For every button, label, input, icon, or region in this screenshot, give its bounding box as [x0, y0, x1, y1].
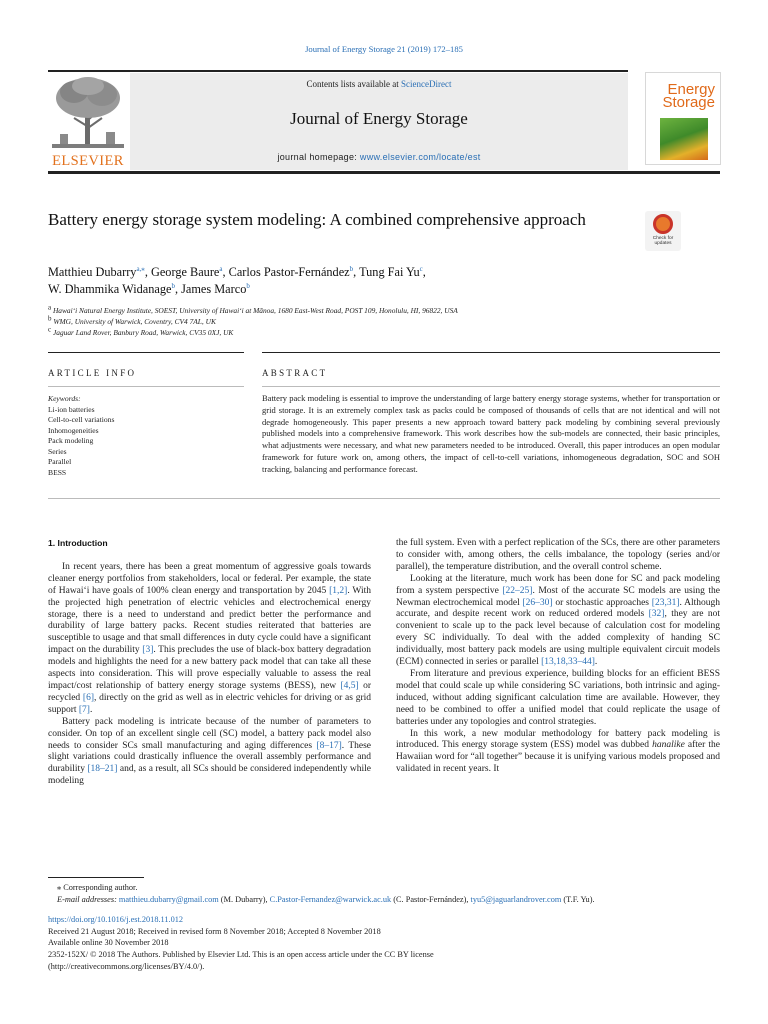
reference-link[interactable]: [7]	[78, 704, 90, 715]
reference-link[interactable]: [3]	[142, 645, 154, 656]
article-info-subrule	[48, 386, 244, 387]
corresponding-author-note: ⁎ Corresponding author.	[57, 883, 138, 892]
paragraph: the full system. Even with a perfect replication of the SCs, there are other parameters to consider with, among others, the cells imbalance, the topology (series and/or parallel), the temperature distribution, and the overall control scheme.	[396, 538, 720, 572]
article-info-rule	[48, 352, 244, 353]
reference-link[interactable]: [23,31]	[651, 597, 680, 608]
author[interactable]: George Baure$^a$	[150, 264, 223, 279]
author[interactable]: Matthieu Dubarry$^{a,⁎}$	[48, 264, 145, 279]
author[interactable]: James Marco$^b$	[181, 281, 250, 296]
contents-prefix: Contents lists available at	[306, 79, 401, 89]
footnote-rule	[48, 877, 144, 878]
affiliation: $^c$ Jaguar Land Rover, Banbury Road, Warwick, CV35 0XJ, UK	[48, 325, 234, 337]
cover-title	[662, 83, 715, 109]
header-rule-bottom	[48, 171, 720, 174]
affiliations	[48, 305, 668, 338]
paragraph: In this work, a new modular methodology for battery pack modeling is introduced. This energy storage system (ESS) model was dubbed hanalike after the Hawaiian word for “all together” because it is unifying various models proposed and validated in recent years. It	[396, 728, 720, 775]
author[interactable]: Carlos Pastor-Fernández$^b$	[228, 264, 354, 279]
paragraph: Battery pack modeling is intricate because of the number of parameters to consider. On top of an excellent single cell (SC) model, a battery pack model also needs to consider SCs small manufacturing and aging differences [8–17]. These slight variations could drastically influence the overall assembly performance and durability [18–21] and, as a result, all SCs should be considered independently while modeling	[48, 716, 371, 787]
reference-link[interactable]: [18–21]	[87, 764, 118, 775]
body-column-right	[396, 538, 720, 776]
reference-link[interactable]: [1,2]	[329, 585, 348, 596]
paragraph: From literature and previous experience, building blocks for an efficient BESS model that could scale up while considering SC variations, both intrinsic and aging-induced, without adding significant calculation time are available. However, they need to be combined to offer a unified model that could replicate the usage of batteries under any topologies and control strategies.	[396, 668, 720, 727]
contents-line	[130, 79, 628, 89]
affiliation: $^a$ Hawaiʻi Natural Energy Institute, SOEST, University of Hawaiʻi at Mānoa, 1680 East-West Road, POST 109, Honolulu, HI, 96822, USA	[48, 303, 458, 315]
abstract-rule	[262, 352, 720, 353]
footnotes	[48, 882, 720, 905]
author[interactable]: W. Dhammika Widanage$^b$	[48, 281, 175, 296]
reference-link[interactable]: [26–30]	[522, 597, 553, 608]
paragraph: Looking at the literature, much work has been done for SC and pack modeling from a system perspective [22–25]. Most of the accurate SC models are using the Newman electrochemical model [26–30] or stochastic approaches [23,31]. Although accurate, and despite recent work on reduced ordered models [32], they are not convenient to scale up to the pack level because of calculation cost for modeling every SC individually. To deal with the added complexity of handing SC individually, most battery pack models are using multiple equivalent circuit models (ECM) connected in series or parallel [13,18,33–44].	[396, 573, 721, 668]
abstract-subrule	[262, 386, 720, 387]
journal-citation-link[interactable]: Journal of Energy Storage 21 (2019) 172–185	[305, 44, 463, 54]
homepage-line	[130, 152, 628, 162]
keywords-label: Keywords:	[48, 394, 81, 403]
journal-masthead	[130, 73, 628, 170]
keyword: Inhomogeneities	[48, 425, 99, 435]
abstract-text: Battery pack modeling is essential to improve the understanding of large battery energy storage systems, whether for transportation or grid storage. It is an extremely complex task as packs could be composed of thousands of cells that are not identical and will not degrade homogeneously. This paper presents a new approach toward battery pack modeling by combining several previously published models into a comprehensive framework. This work describes how the sub-models are connected, their basic principles, what adjustments were necessary, and what new parameters needed to be introduced. Overall, this paper introduces an open modular framework for future work on, among others, the impact of cell-to-cell variations, inhomogeneous degradation, SOC and SOH tracking, balancing and performance forecast.	[262, 393, 720, 474]
article-info-heading: ARTICLE INFO	[48, 368, 137, 378]
header-rule-top	[48, 70, 628, 72]
email-link[interactable]: C.Pastor-Fernandez@warwick.ac.uk	[269, 894, 392, 904]
journal-cover-thumbnail[interactable]	[645, 72, 721, 165]
email-link[interactable]: matthieu.dubarry@gmail.com	[118, 894, 219, 904]
check-for-updates-badge[interactable]	[645, 211, 681, 251]
article-title: Battery energy storage system modeling: A combined comprehensive approach	[48, 210, 586, 229]
keyword: Pack modeling	[48, 436, 94, 445]
section-heading: 1. Introduction	[48, 538, 108, 548]
reference-link[interactable]: [8–17]	[316, 740, 342, 751]
email-label: E-mail addresses:	[57, 894, 117, 904]
cover-title-line2: Storage	[662, 94, 715, 111]
reference-link[interactable]: [6]	[82, 692, 94, 703]
cover-image	[660, 118, 708, 160]
elsevier-logo[interactable]	[48, 74, 128, 170]
doi-link[interactable]: https://doi.org/10.1016/j.est.2018.11.012	[48, 915, 184, 924]
check-for-updates-label: Check for updates	[652, 236, 674, 246]
email-link[interactable]: tyu5@jaguarlandrover.com	[470, 894, 562, 904]
article-metadata	[48, 914, 720, 973]
keywords-block	[48, 394, 244, 478]
keyword: Parallel	[48, 457, 72, 466]
keyword: Cell-to-cell variations	[48, 415, 115, 424]
journal-title: Journal of Energy Storage	[290, 109, 468, 128]
license-url: (http://creativecommons.org/licenses/BY/4.0/).	[48, 961, 205, 971]
sciencedirect-link[interactable]: ScienceDirect	[401, 79, 452, 89]
license-line: 2352-152X/ © 2018 The Authors. Published by Elsevier Ltd. This is an open access article under the CC BY license	[48, 950, 434, 960]
emphasis-text: hanalike	[652, 740, 685, 751]
abstract-end-rule	[48, 498, 720, 499]
abstract-heading: ABSTRACT	[262, 368, 328, 378]
elsevier-tree-icon	[48, 74, 128, 152]
reference-link[interactable]: [4,5]	[340, 680, 359, 691]
elsevier-wordmark: ELSEVIER	[52, 153, 124, 169]
reference-link[interactable]: [22–25]	[502, 585, 533, 596]
cover-title-line1: Energy	[667, 81, 715, 98]
received-dates: Received 21 August 2018; Received in revised form 8 November 2018; Accepted 8 November 2018	[48, 926, 381, 936]
online-date: Available online 30 November 2018	[48, 938, 169, 948]
homepage-link[interactable]: www.elsevier.com/locate/est	[359, 152, 481, 162]
author-list: Matthieu Dubarry$^{a,⁎}$, George Baure$^a$, Carlos Pastor-Fernández$^b$, Tung Fai Yu$^c$, W. Dhammika Widanage$^b$, James Marco$^b$	[48, 264, 426, 296]
keyword: Series	[48, 446, 67, 456]
keyword: Li-ion batteries	[48, 404, 95, 414]
crossmark-icon	[653, 214, 673, 234]
email-addresses: E-mail addresses: matthieu.dubarry@gmail.com (M. Dubarry), C.Pastor-Fernandez@warwick.ac.uk (C. Pastor-Fernández), tyu5@jaguarlandrover.com (T.F. Yu).	[57, 894, 595, 904]
author[interactable]: Tung Fai Yu$^c$	[359, 264, 423, 279]
homepage-prefix: journal homepage:	[277, 152, 360, 162]
reference-link[interactable]: [13,18,33–44]	[541, 657, 595, 668]
affiliation: $^b$ WMG, University of Warwick, Coventry, CV4 7AL, UK	[48, 314, 216, 326]
keyword: BESS	[48, 467, 67, 477]
reference-link[interactable]: [32]	[648, 609, 665, 620]
body-column-left	[48, 538, 371, 788]
paragraph: In recent years, there has been a great momentum of aggressive goals towards cleaner energy portfolios from stakeholders, local or federal. Per example, the state of Hawaiʻi have goals of 100% clean energy and transportation by 2045 [1,2]. With the projected high penetration of electric vehicles and electrochemical energy storage, there is a need to understand and predict better the performance and durability of large battery packs. Recent studies reiterated that batteries are susceptible to usage and that small differences in duty cycle could have a significant impact on the durability [3]. This precludes the use of black-box battery degradation models and highlights the need for a new battery pack model that can take all these aspects into consideration. This will prove especially valuable to assess the real impact/cost relationship of battery energy storage systems (BESS), new [4,5] or recycled [6], directly on the grid as well as in electric vehicles for driving or as grid support [7].	[48, 561, 371, 715]
